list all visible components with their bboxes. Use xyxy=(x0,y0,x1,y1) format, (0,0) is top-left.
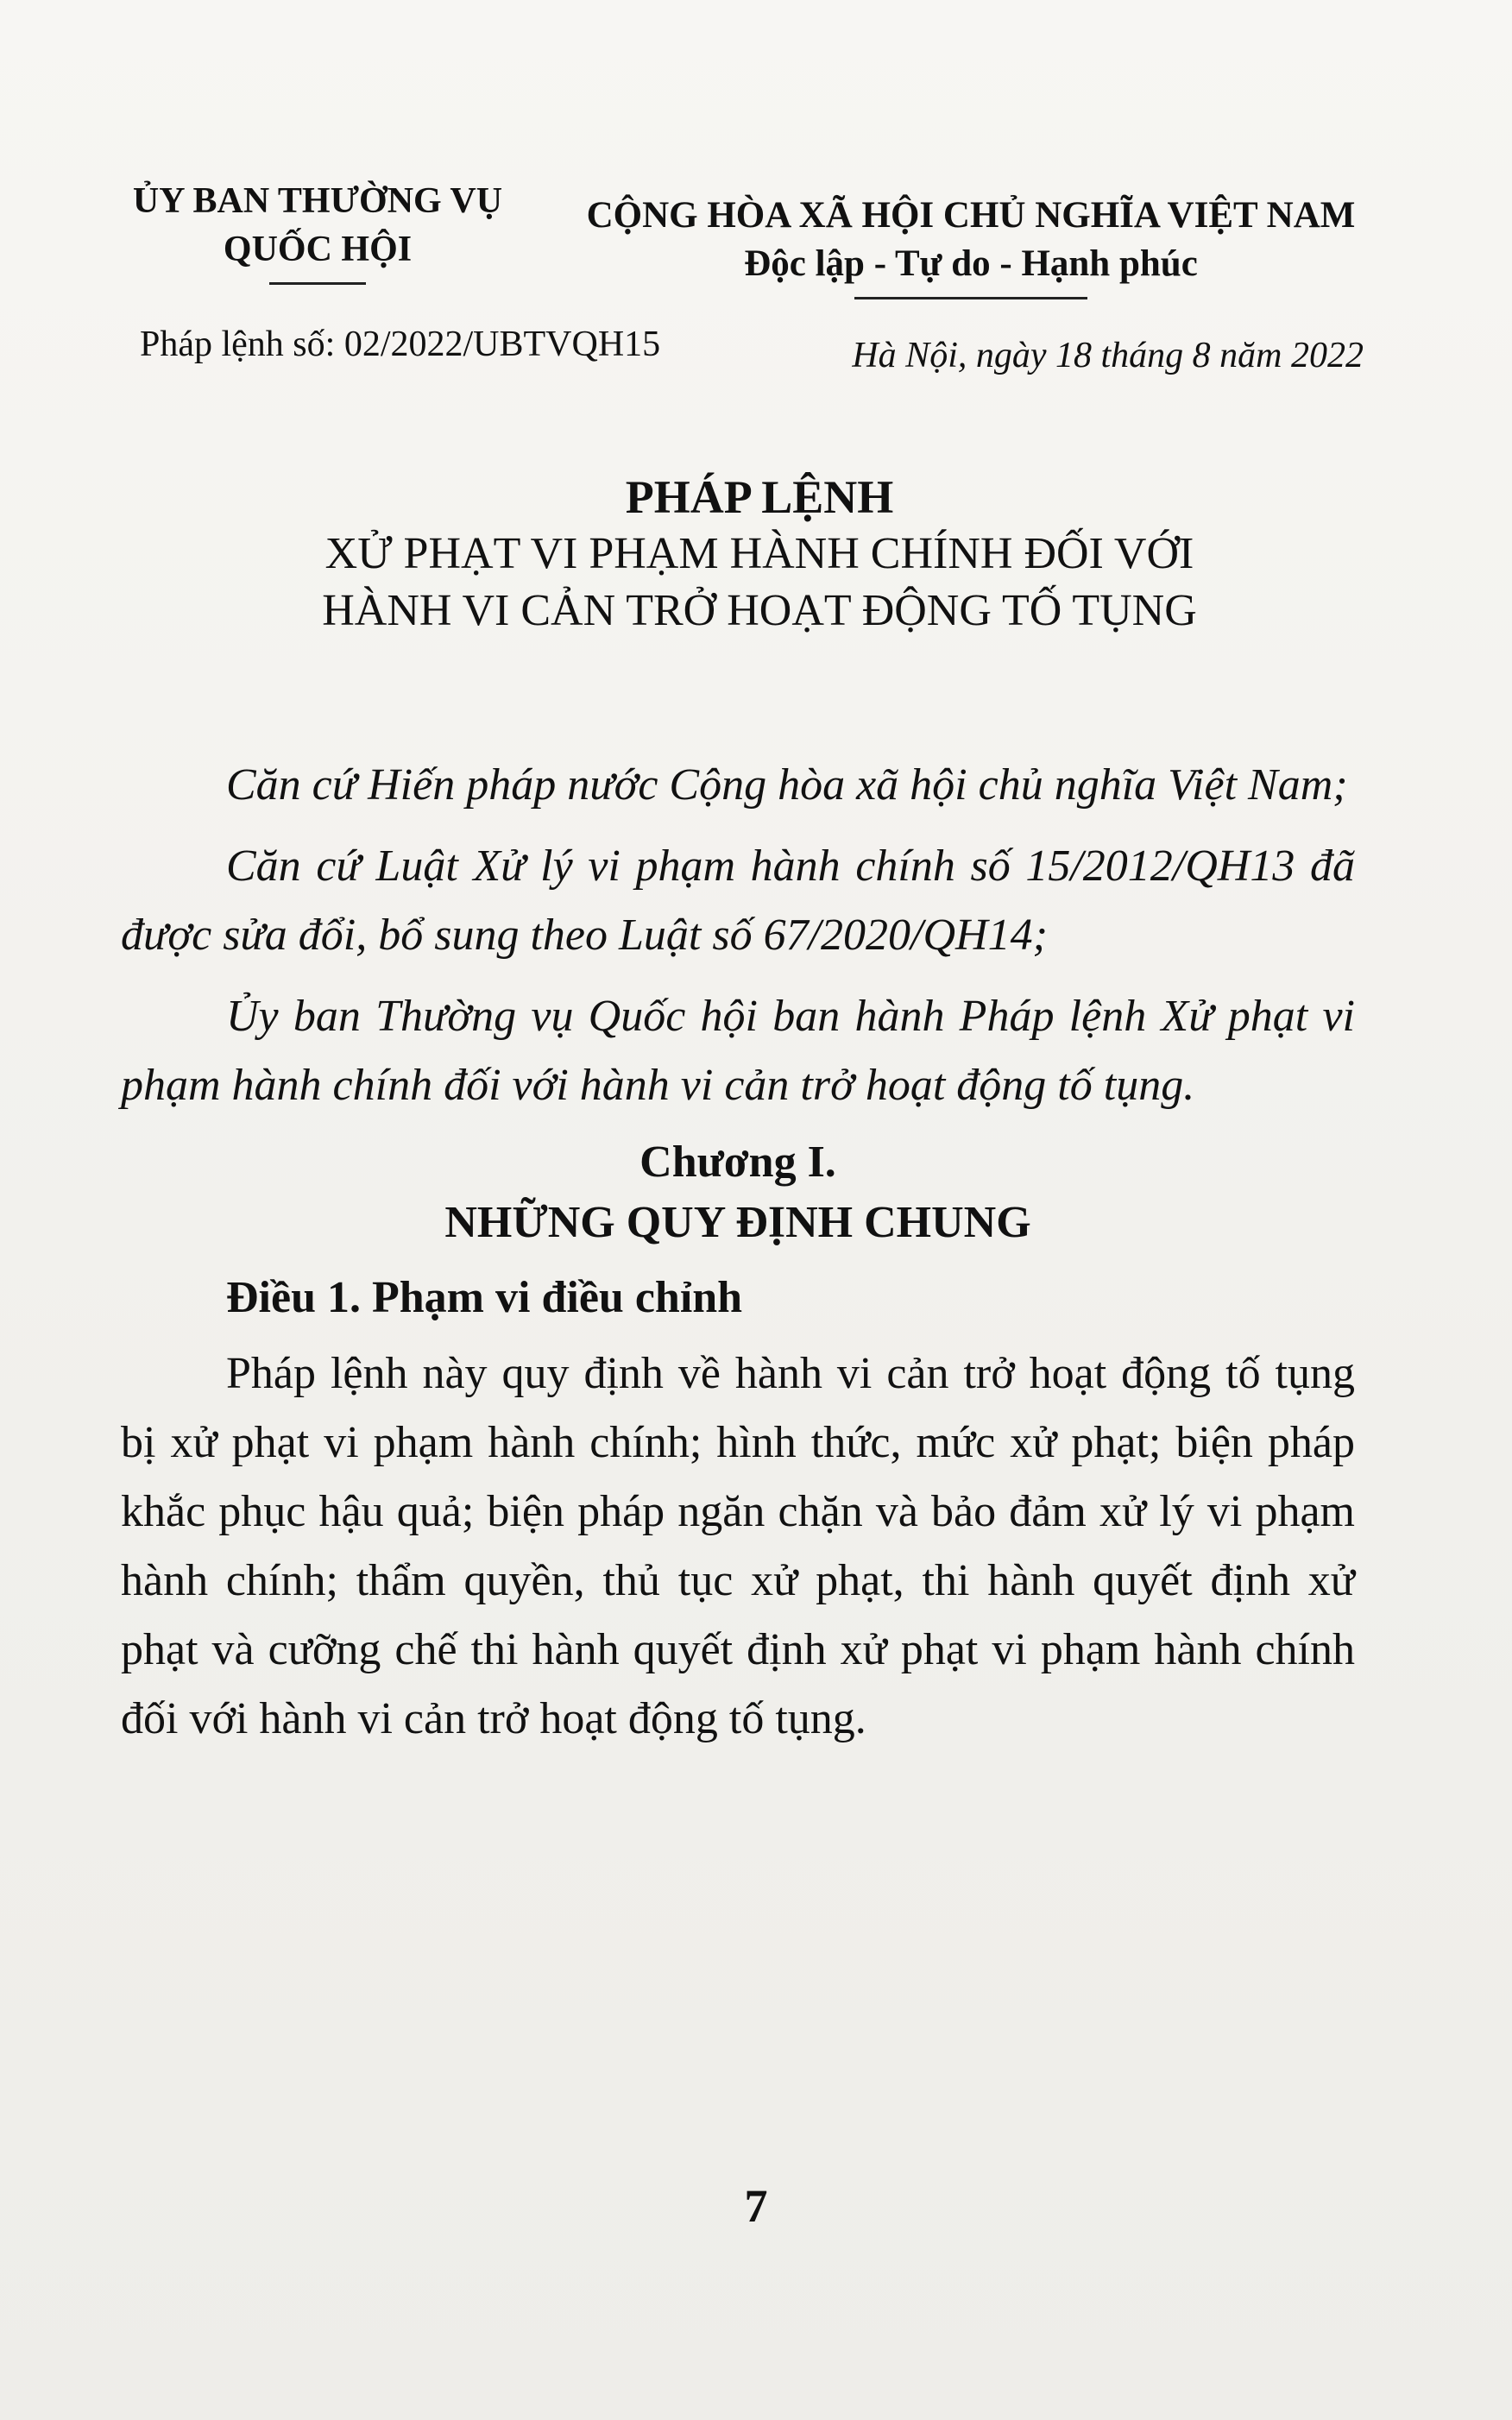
document-body xyxy=(121,751,1355,1766)
motto-divider xyxy=(854,297,1087,299)
issuing-agency xyxy=(102,177,533,285)
article-heading: Điều 1. Phạm vi điều chỉnh xyxy=(226,1273,743,1322)
document-type: PHÁP LỆNH xyxy=(625,471,894,523)
title-line-2: HÀNH VI CẢN TRỞ HOẠT ĐỘNG TỐ TỤNG xyxy=(322,586,1197,635)
document-date: Hà Nội, ngày 18 tháng 8 năm 2022 xyxy=(852,336,1364,375)
article-paragraph: Pháp lệnh này quy định về hành vi cản trở hoạt động tố tụng bị xử phạt vi phạm hành chính; hình thức, mức xử phạt; biện pháp khắc phục hậu quả; biện pháp ngăn chặn và bảo đảm xử lý vi phạm hành chính; thẩm quyền, thủ tục xử phạt, thi hành quyết định xử phạt và cưỡng chế thi hành quyết định xử phạt vi phạm hành chính đối với hành vi cản trở hoạt động tố tụng. xyxy=(121,1349,1355,1743)
chapter-label: Chương I. xyxy=(639,1138,836,1187)
preamble-paragraph: Căn cứ Hiến pháp nước Cộng hòa xã hội chủ nghĩa Việt Nam; xyxy=(226,760,1348,810)
title-line-1: XỬ PHẠT VI PHẠM HÀNH CHÍNH ĐỐI VỚI xyxy=(324,529,1194,578)
nation-name: CỘNG HÒA XÃ HỘI CHỦ NGHĨA VIỆT NAM xyxy=(586,195,1356,236)
chapter-heading xyxy=(121,1132,1355,1253)
preamble-paragraph: Căn cứ Luật Xử lý vi phạm hành chính số 15/2012/QH13 đã được sửa đổi, bổ sung theo Luật số 67/2020/QH14; xyxy=(121,841,1355,960)
national-header xyxy=(570,192,1372,299)
page-number: 7 xyxy=(744,2180,768,2232)
preamble-paragraph: Ủy ban Thường vụ Quốc hội ban hành Pháp lệnh Xử phạt vi phạm hành chính đối với hành vi cản trở hoạt động tố tụng. xyxy=(121,992,1355,1110)
agency-line-1: ỦY BAN THƯỜNG VỤ xyxy=(132,181,503,221)
national-motto: Độc lập - Tự do - Hạnh phúc xyxy=(744,243,1198,284)
chapter-title: NHỮNG QUY ĐỊNH CHUNG xyxy=(444,1198,1031,1247)
agency-line-2: QUỐC HỘI xyxy=(223,230,413,269)
document-title-block xyxy=(104,469,1415,640)
agency-divider xyxy=(269,282,366,285)
document-number: Pháp lệnh số: 02/2022/UBTVQH15 xyxy=(140,325,661,364)
